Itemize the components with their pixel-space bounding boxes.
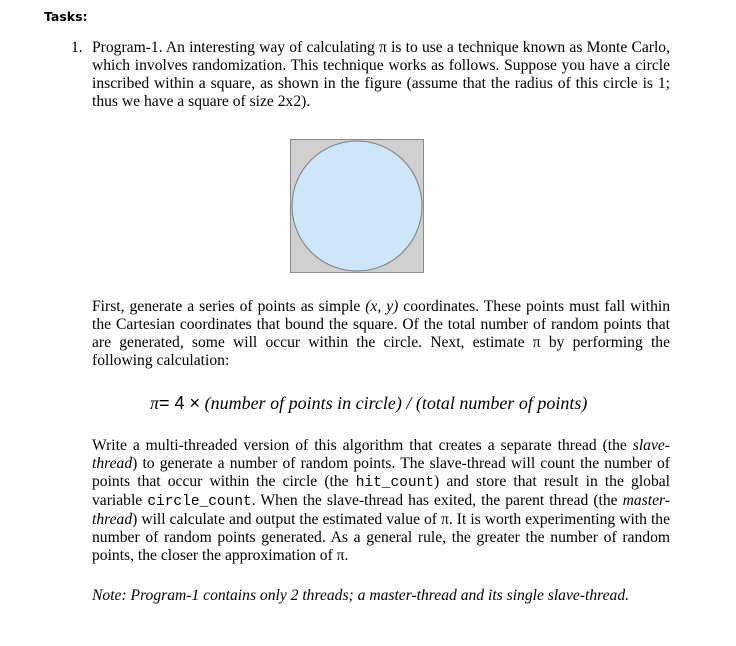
p2-text-2: coordinates. These points must fall within the Cartesian coordinates that bound the square. Of the total number of random points that are generated, some will occur within the circle. Next, estimate π by performing the following calculation: — [92, 298, 670, 369]
p3-text-1: Write a multi-threaded version of this algorithm that creates a separate thread (the — [92, 437, 633, 454]
circle-count-code: circle_count — [147, 494, 252, 510]
master-thread-term: master-thread — [92, 492, 670, 528]
p3-text-5: ) will calculate and output the estimated value of π. It is worth experimenting with the number of random points generated. As a general rule, the greater the number of random points, the closer the approximation of π. — [92, 511, 670, 564]
p3-text-3: ) and store that result in the global variable — [92, 473, 670, 509]
multithread-paragraph — [92, 437, 670, 565]
inscribed-circle — [292, 141, 422, 271]
tasks-heading: Tasks: — [44, 9, 88, 24]
p3-text-4: . When the slave-thread has exited, the parent thread (the — [251, 492, 623, 509]
formula-pi: π — [150, 393, 160, 413]
p3-text-2: ) to generate a number of random points. The slave-thread will count the number of points that occur within the circle (the — [92, 455, 670, 490]
formula-equals-4x: = 4 × — [159, 393, 201, 413]
p2-text-1: First, generate a series of points as simple — [92, 298, 366, 315]
pi-formula — [150, 392, 587, 414]
generate-points-paragraph — [92, 298, 670, 370]
formula-ratio: (number of points in circle) / (total number of points) — [200, 393, 588, 413]
xy-coords: (x, y) — [365, 298, 399, 315]
hit-count-code: hit_count — [355, 475, 435, 491]
item-number: 1. — [71, 39, 83, 56]
circle-in-square-figure — [290, 139, 424, 273]
intro-paragraph: Program-1. An interesting way of calculating π is to use a technique known as Monte Carlo, which involves randomization. This technique works as follows. Suppose you have a circle inscribed within a square, as shown in the figure (assume that the radius of this circle is 1; thus we have a square of size 2x2). — [92, 39, 670, 110]
slave-thread-term: slave-thread — [92, 437, 670, 472]
program-note: Note: Program-1 contains only 2 threads; a master-thread and its single slave-thread. — [92, 587, 630, 604]
